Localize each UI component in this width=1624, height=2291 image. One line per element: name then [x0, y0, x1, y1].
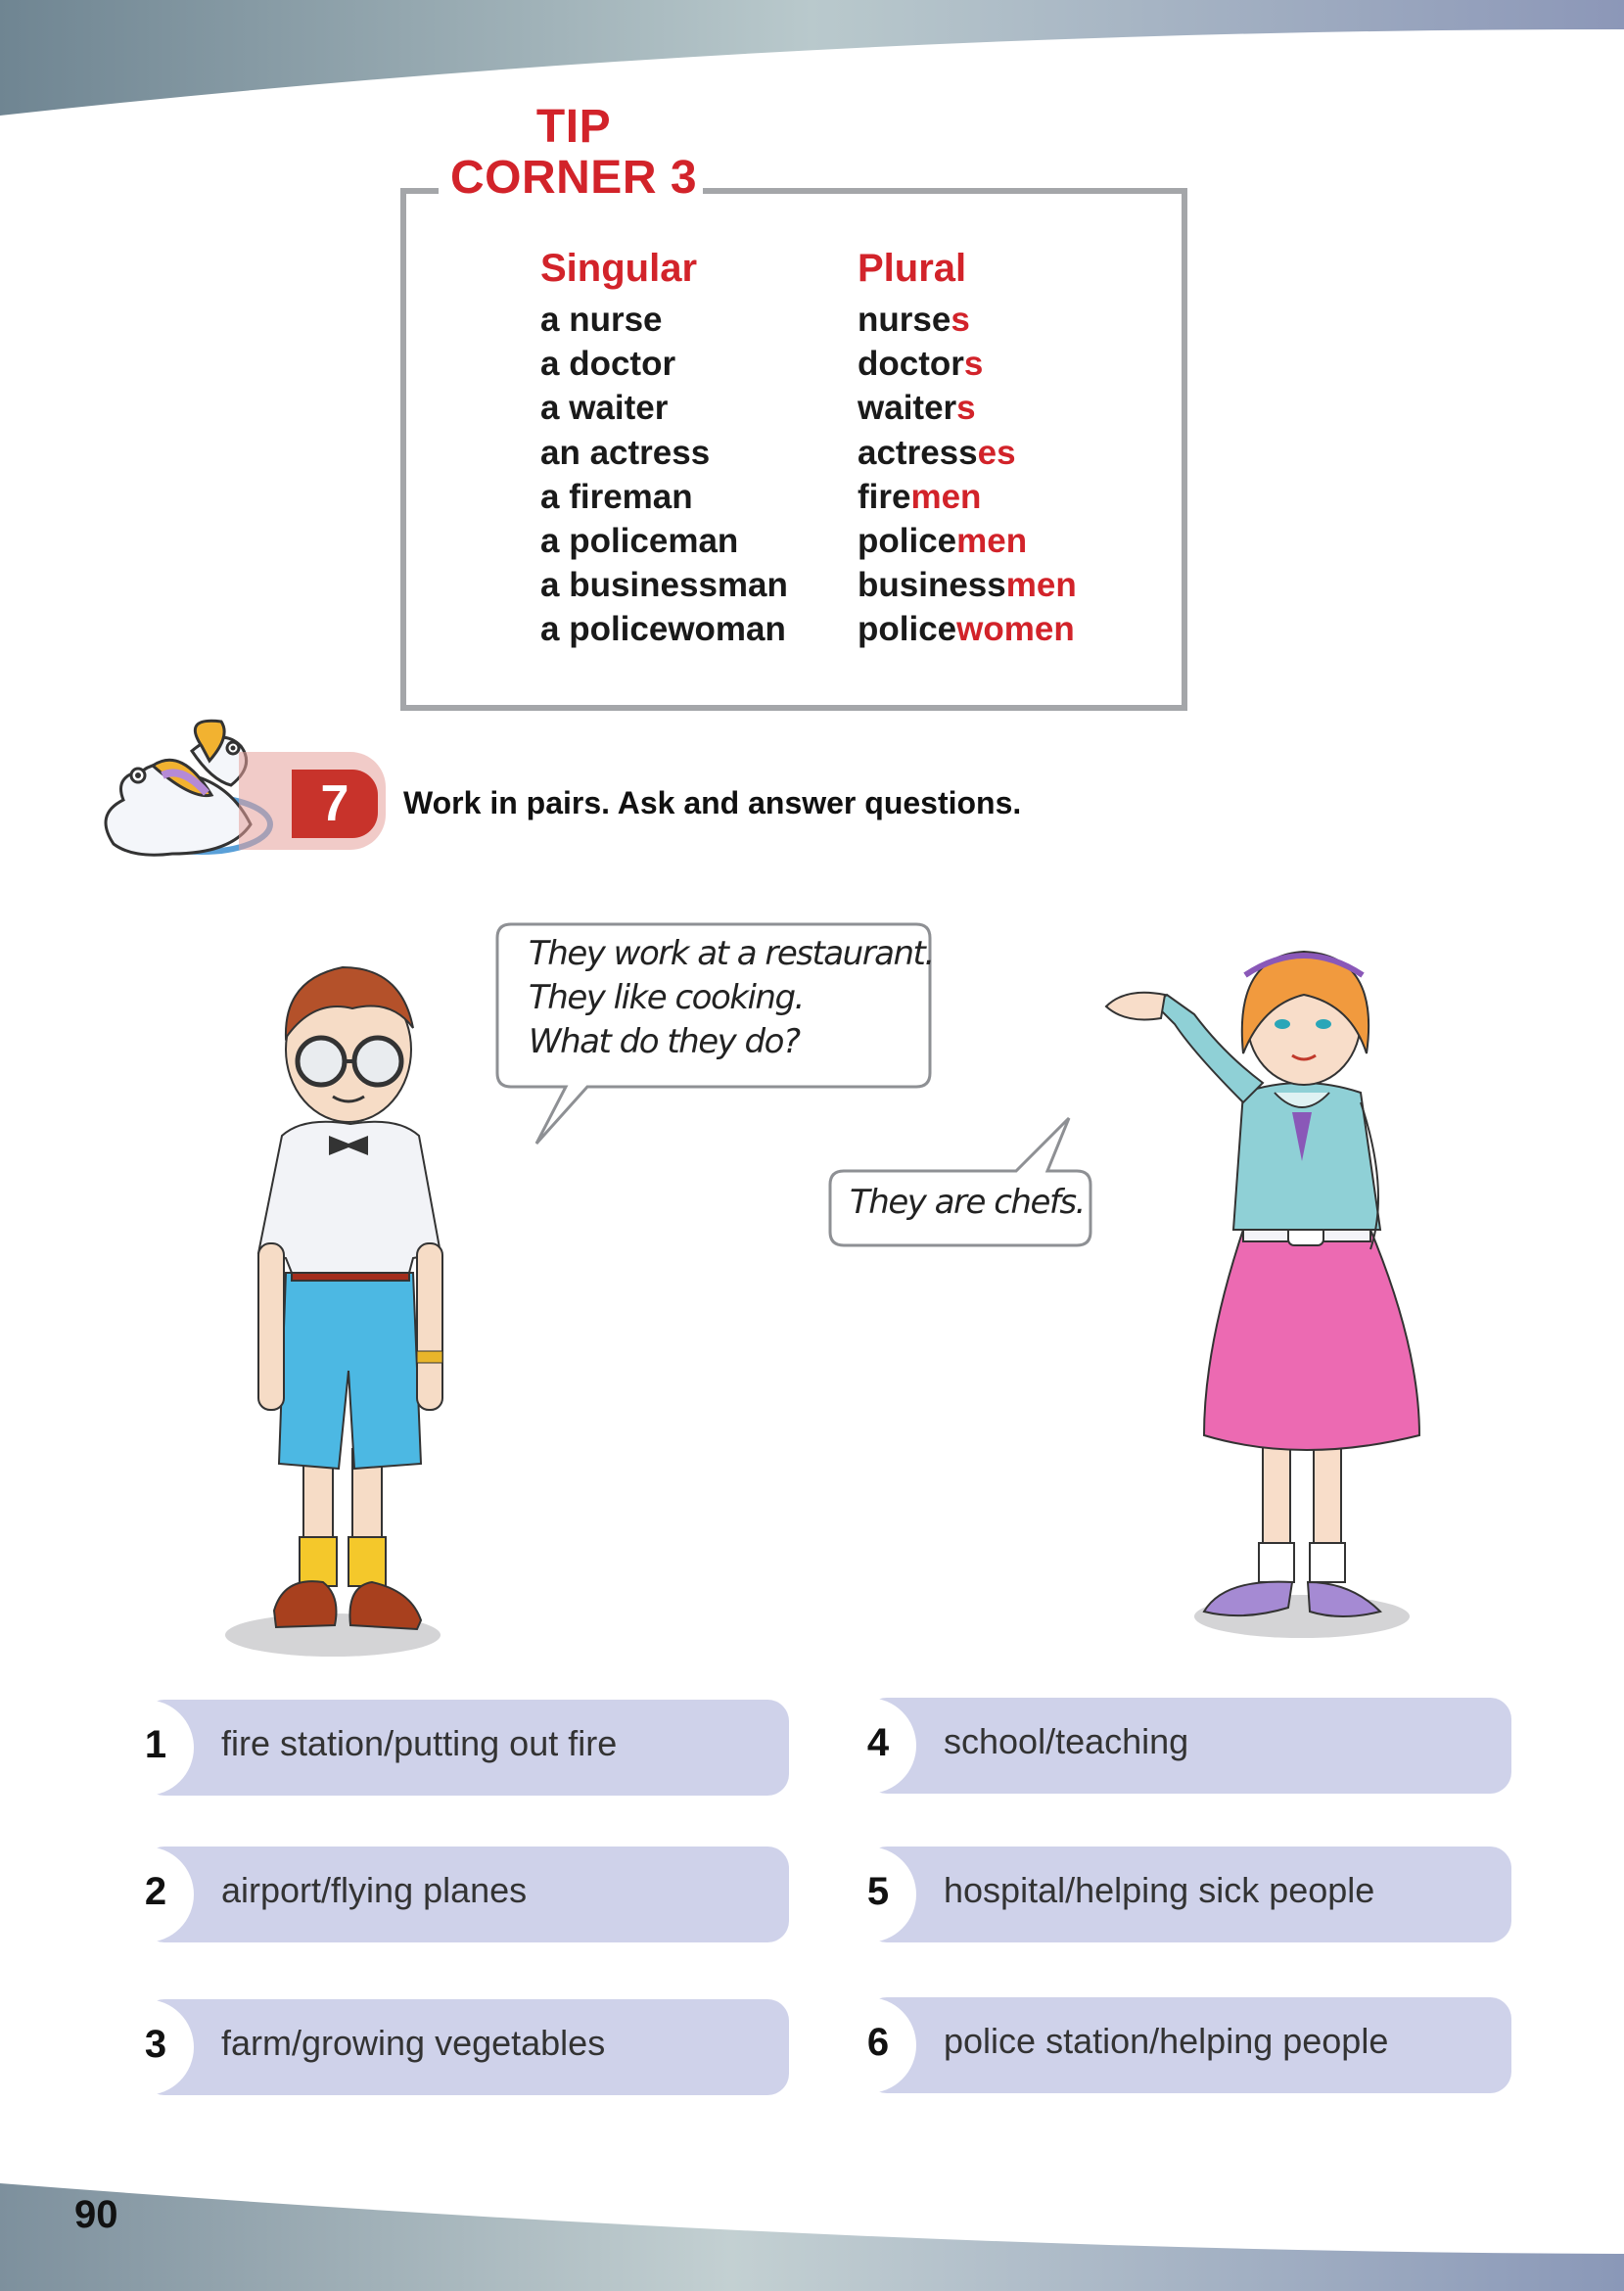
prompt-pill	[143, 1999, 789, 2095]
prompt-text: airport/flying planes	[221, 1870, 528, 1910]
plural-suffix: s	[956, 389, 976, 428]
prompt-number: 4	[866, 1721, 890, 1764]
singular-row: a businessman	[540, 566, 788, 605]
prompt-text: fire station/putting out fire	[221, 1723, 618, 1763]
prompt-text: school/teaching	[944, 1721, 1189, 1761]
plural-suffix: men	[910, 477, 982, 516]
singular-row: a policeman	[540, 522, 739, 561]
singular-row: a policewoman	[540, 610, 786, 649]
prompt-number: 3	[144, 2023, 167, 2066]
plural-base: waiter	[858, 389, 957, 428]
prompt-pill	[865, 1847, 1511, 1942]
girl-character	[1096, 936, 1449, 1670]
singular-row: a fireman	[540, 477, 693, 516]
exercise-instruction: Work in pairs. Ask and answer questions.	[403, 785, 1022, 820]
boy-character	[225, 959, 489, 1664]
prompt-number: 1	[144, 1723, 167, 1766]
singular-header: Singular	[540, 247, 698, 290]
plural-base: business	[858, 566, 1006, 605]
tip-title-line1: TIP	[535, 101, 612, 153]
singular-row: an actress	[540, 433, 711, 472]
plural-suffix: s	[963, 345, 984, 384]
tip-title-line2: CORNER 3	[449, 152, 698, 204]
plural-suffix: men	[1005, 566, 1077, 605]
exercise-number: 7	[292, 770, 378, 838]
prompt-number: 2	[144, 1870, 167, 1913]
plural-base: doctor	[858, 345, 964, 384]
plural-header: Plural	[858, 247, 967, 290]
plural-base: nurse	[858, 301, 951, 339]
bottom-decorative-band	[0, 2164, 1624, 2291]
singular-row: a doctor	[540, 345, 676, 384]
prompt-pill	[143, 1700, 789, 1796]
boy-speech-line: They like cooking.	[529, 978, 804, 1017]
plural-base: police	[858, 610, 957, 649]
prompt-text: hospital/helping sick people	[944, 1870, 1375, 1910]
boy-speech-text	[529, 932, 934, 1064]
plural-suffix: s	[951, 301, 970, 339]
singular-row: a waiter	[540, 389, 669, 428]
plural-suffix: men	[956, 522, 1028, 561]
prompt-text: police station/helping people	[944, 2021, 1389, 2061]
prompt-number: 6	[866, 2021, 890, 2064]
prompt-pill	[143, 1847, 789, 1942]
plural-base: police	[858, 522, 957, 561]
prompt-pill	[865, 1997, 1511, 2093]
prompt-pill	[865, 1698, 1511, 1794]
prompt-number: 5	[866, 1870, 890, 1913]
prompt-text: farm/growing vegetables	[221, 2023, 606, 2063]
plural-suffix: women	[956, 610, 1075, 649]
girl-speech-text: They are chefs.	[850, 1183, 1085, 1222]
plural-base: fire	[858, 477, 911, 516]
boy-speech-line: They work at a restaurant.	[529, 934, 934, 973]
plural-base: actress	[858, 433, 978, 472]
plural-suffix: es	[977, 433, 1016, 472]
singular-row: a nurse	[540, 301, 663, 339]
boy-speech-line: What do they do?	[529, 1022, 800, 1061]
page-number: 90	[74, 2193, 118, 2236]
